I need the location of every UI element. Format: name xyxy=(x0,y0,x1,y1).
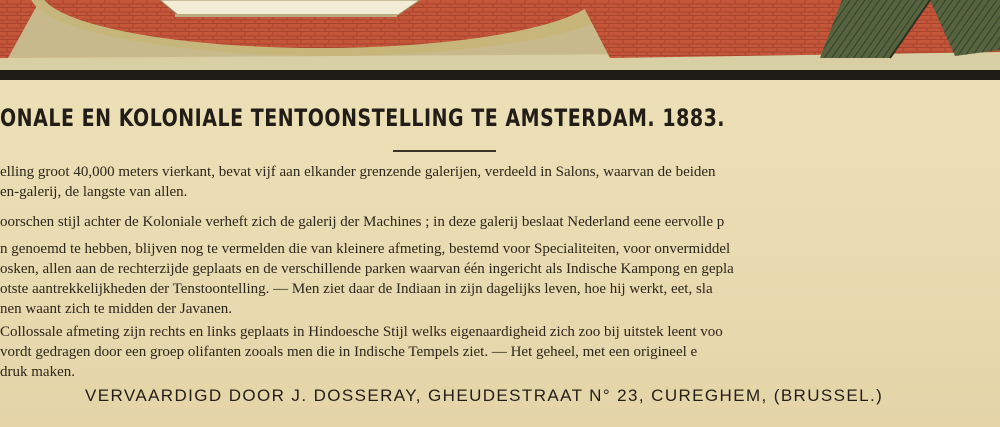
title-underline xyxy=(393,150,496,152)
exhibition-illustration xyxy=(0,0,1000,70)
text-line: en-galerij, de langste van allen. xyxy=(0,184,188,200)
text-line: otste aantrekkelijkheden der Tenstoontelling. — Men ziet daar de Indiaan in zijn dagelijks leven, hoe hij werkt, eet, sla xyxy=(0,281,713,297)
illustration-strip xyxy=(0,0,1000,70)
text-line: elling groot 40,000 meters vierkant, bevat vijf aan elkander grenzende galerijen, verdeeld in Salons, waarvan de beiden xyxy=(0,164,716,180)
paragraph-parks xyxy=(0,239,1000,319)
thick-divider xyxy=(0,70,1000,80)
text-line: druk maken. xyxy=(0,364,75,380)
text-line: vordt gedragen door een groep olifanten zooals men die in Indische Tempels ziet. — Het geheel, met een origineel e xyxy=(0,344,698,360)
paragraph-machines xyxy=(0,212,1000,232)
paragraph-hindu-style xyxy=(0,322,1000,382)
text-line: n genoemd te hebben, blijven nog te vermelden die van kleinere afmeting, bestemd voor Specialiteiten, voor onvermiddel xyxy=(0,241,731,257)
text-line: oorschen stijl achter de Koloniale verheft zich de galerij der Machines ; in deze galerij beslaat Nederland eene eervolle p xyxy=(0,214,725,230)
paragraph-galleries xyxy=(0,162,1000,202)
page-title: ONALE EN KOLONIALE TENTOONSTELLING TE AMSTERDAM. 1883. xyxy=(0,104,726,132)
text-line: nen waant zich te midden der Javanen. xyxy=(0,301,232,317)
text-line: Collossale afmeting zijn rechts en links geplaats in Hindoesche Stijl welks eigenaardigheid zich zoo bij uitstek leent voo xyxy=(0,324,723,340)
text-line: osken, allen aan de rechterzijde geplaats en de verschillende parken waarvan één ingericht als Indische Kampong en gepla xyxy=(0,261,734,277)
printer-credit: VERVAARDIGD DOOR J. DOSSERAY, GHEUDESTRAAT N° 23, CUREGHEM, (BRUSSEL.) xyxy=(85,386,884,405)
